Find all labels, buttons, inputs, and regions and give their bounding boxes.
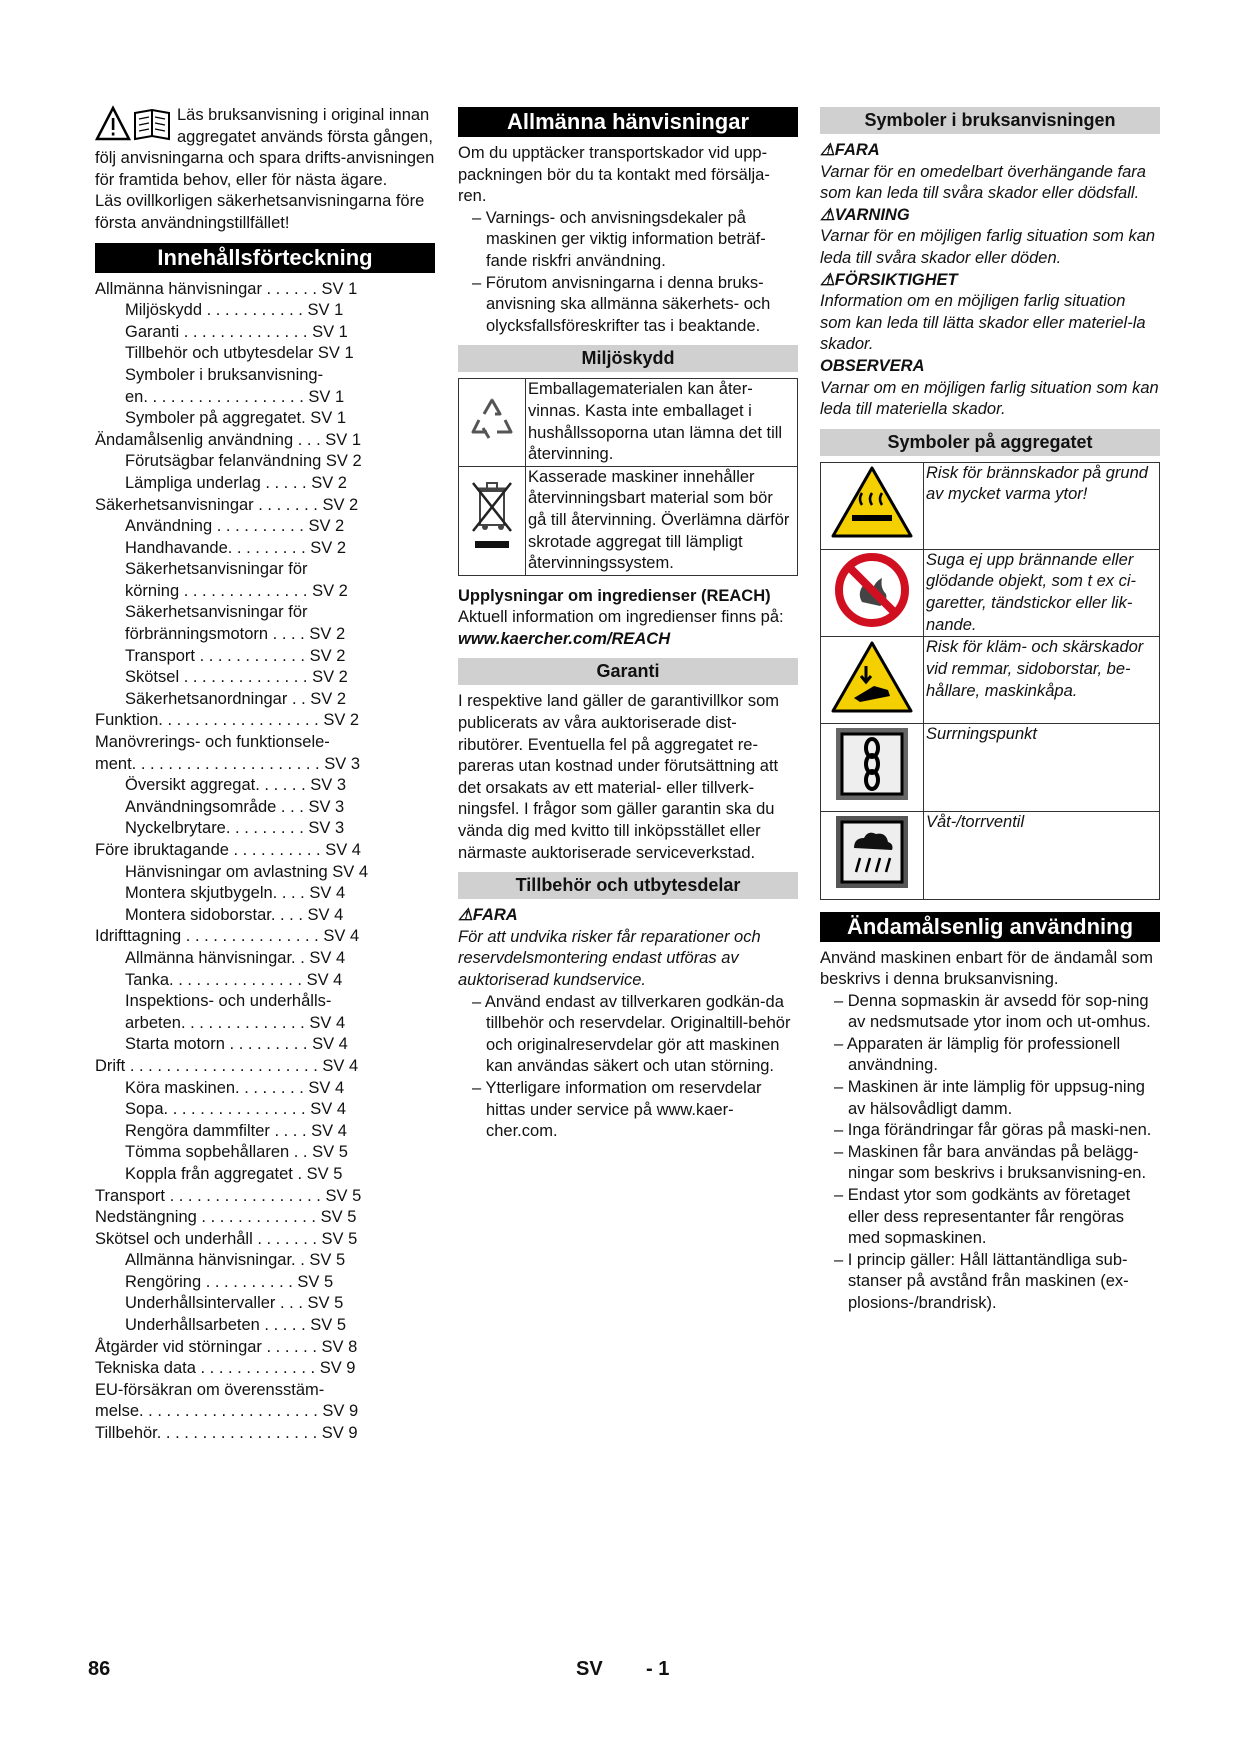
toc-item-page: SV 4	[311, 1121, 347, 1140]
intro-text: Läs bruksanvisning i original innan aggregatet används första gången, följ anvisningarna och spara drifts-anvisningen för framtida behov, eller för nästa ägare.	[95, 106, 435, 189]
toc-item-title: Rengöring . . . . . . . . . .	[125, 1272, 293, 1291]
toc-item-title: Tillbehör. . . . . . . . . . . . . . . . . .	[95, 1424, 318, 1443]
toc-item[interactable]	[95, 300, 435, 322]
toc-item-title: Säkerhetsanvisningar för	[125, 603, 308, 622]
varning-text-label: VARNING	[834, 205, 910, 224]
toc-item-page: SV 1	[312, 322, 348, 341]
toc-item-page: SV 9	[322, 1402, 359, 1421]
toc-item[interactable]	[95, 926, 435, 948]
symbol-hot-surface-text: Risk för brännskador på grund av mycket varma ytor!	[924, 462, 1160, 549]
warranty-text: I respektive land gäller de garantivillkor som publicerats av våra auktoriserade dist-ributörer. Eventuella fel på aggregatet re-pareras utan kostnad under förutsättning att det orsakats av ett material- eller tillverk-ningsfel. I frågor som gäller garantin ska du vända dig med kvitto till inköpsstället eller närmaste auktoriserade serviceverkstad.	[458, 692, 779, 862]
toc-item[interactable]	[95, 732, 435, 754]
toc-item[interactable]	[95, 689, 435, 711]
toc-item[interactable]	[95, 1380, 435, 1402]
toc-item-title: en. . . . . . . . . . . . . . . . . .	[125, 387, 304, 406]
toc-item-page: SV 1	[307, 301, 344, 320]
env-title: Miljöskydd	[458, 345, 798, 372]
toc-item-title: Symboler i bruksanvisning-	[125, 365, 324, 384]
reach-link[interactable]: www.kaercher.com/REACH	[458, 629, 671, 648]
symbols-manual-title: Symboler i bruksanvisningen	[820, 107, 1160, 134]
toc-item-page: SV 1	[325, 430, 362, 449]
toc-item-page: SV 2	[323, 711, 360, 730]
toc-item-title: Inspektions- och underhålls-	[125, 992, 332, 1011]
general-text: Om du upptäcker transportskador vid upp-packningen bör du ta kontakt med försälja-ren.	[458, 144, 770, 206]
toc-item-page: SV 4	[308, 1078, 345, 1097]
toc-item-title: Idrifttagning . . . . . . . . . . . . . . .	[95, 927, 319, 946]
toc-item-page: SV 3	[324, 754, 361, 773]
toc-item[interactable]	[95, 970, 435, 992]
toc-item[interactable]	[95, 279, 435, 301]
toc-item-page: SV 4	[312, 1035, 348, 1054]
toc-item[interactable]	[95, 1142, 435, 1164]
toc-item[interactable]	[95, 754, 435, 776]
warranty-title: Garanti	[458, 658, 798, 685]
toc-item-title: EU-försäkran om överensstäm-	[95, 1380, 325, 1399]
toc-item[interactable]	[95, 883, 435, 905]
toc-item-page: SV 2	[309, 646, 346, 665]
toc-item[interactable]	[95, 991, 435, 1013]
lashing-point-icon	[832, 724, 912, 804]
toc-item-title: Skötsel . . . . . . . . . . . . . .	[125, 668, 308, 687]
accessories-title: Tillbehör och utbytesdelar	[458, 872, 798, 899]
forsiktighet-text: Information om en möjligen farlig situation som kan leda till lätta skador eller materiel-la skador.	[820, 292, 1146, 354]
toc-item-page: SV 2	[312, 581, 348, 600]
toc-item-title: Nyckelbrytare. . . . . . . . .	[125, 819, 304, 838]
toc-item[interactable]	[95, 408, 435, 430]
toc-item-page: SV 3	[310, 776, 347, 795]
toc-item-title: Tömma sopbehållaren . .	[125, 1143, 308, 1162]
toc-item-title: Förutsägbar felanvändning	[125, 452, 322, 471]
toc-item-page: SV 3	[308, 819, 345, 838]
toc-item-page: SV 1	[317, 344, 354, 363]
intended-use-item: – Apparaten är lämplig för professionell användning.	[820, 1034, 1160, 1077]
intended-use-title: Ändamålsenlig användning	[820, 912, 1160, 942]
hot-surface-icon	[830, 465, 914, 539]
toc-item[interactable]	[95, 1293, 435, 1315]
toc-item-page: SV 9	[319, 1359, 356, 1378]
toc-item-title: Transport . . . . . . . . . . . . . . . . .	[95, 1186, 321, 1205]
toc-item-page: SV 2	[322, 495, 359, 514]
toc-item[interactable]	[95, 1056, 435, 1078]
intro-safety-text: Läs ovillkorligen säkerhetsanvisningarna före första användningstillfället!	[95, 192, 425, 232]
toc-item-page: SV 1	[321, 279, 358, 298]
toc-item[interactable]	[95, 905, 435, 927]
toc-item[interactable]	[95, 624, 435, 646]
toc-item-page: SV 5	[307, 1294, 344, 1313]
varning-label	[820, 205, 1160, 227]
footer-sub: - 1	[646, 1658, 670, 1680]
toc-item[interactable]	[95, 710, 435, 732]
toc-item-page: SV 8	[321, 1337, 358, 1356]
intended-use-item: – Maskinen får bara användas på belägg-ningar som beskrivs i bruksanvisning-en.	[820, 1142, 1160, 1185]
toc-item-page: SV 3	[308, 797, 345, 816]
toc-item-page: SV 2	[310, 538, 347, 557]
toc-item-title: Hänvisningar om avlastning	[125, 862, 328, 881]
warning-triangle-icon: ⚠	[820, 205, 835, 224]
toc-item[interactable]	[95, 387, 435, 409]
column-left	[95, 105, 435, 1445]
toc-item-title: Miljöskydd . . . . . . . . . . .	[125, 301, 303, 320]
toc-item-page: SV 2	[309, 625, 346, 644]
toc-item-page: SV 1	[310, 409, 347, 428]
intended-use-item: – Endast ytor som godkänts av företaget eller dess representanter får rengöras med sopmaskinen.	[820, 1185, 1160, 1250]
toc-item[interactable]	[95, 1272, 435, 1294]
crossed-bin-icon	[467, 477, 517, 557]
symbol-wet-dry-text: Våt-/torrventil	[924, 811, 1160, 899]
toc-item[interactable]	[95, 322, 435, 344]
toc-item-title: Nedstängning . . . . . . . . . . . . .	[95, 1208, 317, 1227]
toc-item-title: Drift . . . . . . . . . . . . . . . . . . . . .	[95, 1056, 318, 1075]
toc-item[interactable]	[95, 840, 435, 862]
toc-item[interactable]	[95, 646, 435, 668]
toc-item-page: SV 4	[325, 841, 361, 859]
accessories-bullet: – Ytterligare information om reservdelar hittas under service på www.kaer-cher.com.	[458, 1078, 798, 1143]
toc-title: Innehållsförteckning	[95, 243, 435, 273]
general-bullet: – Förutom anvisningarna i denna bruks-anvisning ska allmänna säkerhets- och olycksfallsföreskrifter tas i beaktande.	[458, 273, 798, 338]
toc-item[interactable]	[95, 1186, 435, 1208]
toc-item-title: Allmänna hänvisningar. .	[125, 948, 305, 967]
toc-item-title: arbeten. . . . . . . . . . . . . .	[125, 1013, 305, 1032]
toc-item[interactable]	[95, 948, 435, 970]
warning-triangle-icon: ⚠	[458, 906, 473, 925]
warning-manual-icon	[95, 105, 173, 143]
no-burning-objects-icon	[832, 550, 912, 630]
intended-use-item: – I princip gäller: Håll lättantändliga sub-stanser på avstånd från maskinen (ex-plosions-/brandrisk).	[820, 1250, 1160, 1315]
fara-label	[820, 140, 1160, 162]
intended-use-list	[820, 991, 1160, 1315]
toc-item[interactable]	[95, 1207, 435, 1229]
symbol-lashing-text: Surrningspunkt	[924, 724, 1160, 812]
toc-item-title: Funktion. . . . . . . . . . . . . . . . . .	[95, 711, 319, 730]
toc-item-title: Garanti . . . . . . . . . . . . . .	[125, 322, 308, 341]
toc-item-page: SV 5	[312, 1143, 348, 1162]
symbols-machine-title: Symboler på aggregatet	[820, 429, 1160, 456]
toc-item-title: Översikt aggregat. . . . . .	[125, 776, 306, 795]
toc-item[interactable]	[95, 1250, 435, 1272]
toc-item[interactable]	[95, 862, 435, 884]
toc-item-page: SV 5	[306, 1164, 343, 1183]
toc-item-page: SV 5	[309, 1251, 346, 1270]
general-title: Allmänna hänvisningar	[458, 107, 798, 137]
intended-use-item: – Maskinen är inte lämplig för uppsug-ning av hälsovådligt damm.	[820, 1077, 1160, 1120]
toc-item-page: SV 5	[310, 1316, 347, 1335]
toc-item-title: Rengöra dammfilter . . . .	[125, 1121, 307, 1140]
toc-item-title: Montera sidoborstar. . . .	[125, 905, 303, 924]
warning-triangle-icon: ⚠	[820, 141, 835, 159]
toc-item[interactable]	[95, 1358, 435, 1380]
toc-item-page: SV 1	[308, 387, 345, 406]
toc-item-title: melse. . . . . . . . . . . . . . . . . . . .	[95, 1402, 318, 1421]
toc-item-page: SV 4	[310, 1100, 347, 1119]
toc-item-page: SV 5	[325, 1186, 362, 1205]
toc-item[interactable]	[95, 1315, 435, 1337]
toc-item-title: Allmänna hänvisningar. .	[125, 1251, 305, 1270]
toc-item-title: Tekniska data . . . . . . . . . . . . .	[95, 1359, 316, 1378]
varning-text: Varnar för en möjligen farlig situation som kan leda till svåra skador eller döden.	[820, 227, 1156, 267]
toc-item-title: Säkerhetsanvisningar för	[125, 560, 308, 579]
toc-item[interactable]	[95, 516, 435, 538]
danger-label: FARA	[472, 906, 518, 925]
toc-item[interactable]	[95, 1423, 435, 1445]
toc-item[interactable]	[95, 365, 435, 387]
toc-item[interactable]	[95, 559, 435, 581]
env-disposal-text: Kasserade maskiner innehåller återvinningsbart material som bör gå till återvinning. Överlämna därför skrotade aggregat till lämpligt återvinningssystem.	[526, 466, 798, 575]
toc-item[interactable]	[95, 1121, 435, 1143]
observera-text: Varnar om en möjligen farlig situation som kan leda till materiella skador.	[820, 378, 1159, 419]
toc-item-page: SV 5	[297, 1272, 334, 1291]
toc-item[interactable]	[95, 775, 435, 797]
intended-use-intro: Använd maskinen enbart för de ändamål som beskrivs i denna bruksanvisning.	[820, 948, 1153, 989]
toc-item-page: SV 4	[332, 862, 369, 881]
toc-item-title: Koppla från aggregatet .	[125, 1164, 303, 1183]
fara-text: Varnar för en omedelbart överhängande fara som kan leda till svåra skador eller dödsfall.	[820, 162, 1146, 203]
toc-item-title: Ändamålsenlig användning . . .	[95, 430, 321, 449]
toc-item[interactable]	[95, 797, 435, 819]
toc-item-page: SV 4	[307, 905, 344, 924]
toc-item-title: Skötsel och underhåll . . . . . . .	[95, 1229, 317, 1248]
toc-item-page: SV 2	[310, 689, 347, 708]
toc-item-page: SV 5	[320, 1208, 357, 1227]
accessories-danger-label	[458, 905, 798, 927]
toc-item-page: SV 9	[321, 1424, 358, 1443]
env-recycle-text: Emballagematerialen kan åter-vinnas. Kasta inte emballaget i hushållssoporna utan lämna det till återvinning.	[526, 379, 798, 466]
column-middle	[458, 105, 798, 1143]
wet-dry-valve-icon	[832, 812, 912, 892]
toc-item-page: SV 4	[322, 1056, 359, 1075]
toc-item-title: förbränningsmotorn . . . .	[125, 625, 305, 644]
toc-item-title: Montera skjutbygeln. . . .	[125, 884, 305, 903]
toc-item-page: SV 4	[309, 884, 346, 903]
toc-item-title: ment. . . . . . . . . . . . . . . . . . . . .	[95, 754, 320, 773]
toc-item-title: Lämpliga underlag . . . . .	[125, 473, 307, 492]
toc-item-page: SV 4	[309, 1013, 346, 1032]
toc-item[interactable]	[95, 495, 435, 517]
toc-item[interactable]	[95, 1229, 435, 1251]
toc-item-title: Handhavande. . . . . . . . .	[125, 538, 306, 557]
toc-item[interactable]	[95, 818, 435, 840]
toc-item-title: körning . . . . . . . . . . . . . .	[125, 581, 308, 600]
general-bullet: – Varnings- och anvisningsdekaler på maskinen ger viktig information beträf-fande riskfri användning.	[458, 208, 798, 273]
intro-block	[95, 105, 435, 235]
toc-item-title: Symboler på aggregatet.	[125, 409, 306, 428]
toc-item-page: SV 2	[308, 517, 345, 536]
toc-item[interactable]	[95, 1034, 435, 1056]
page-number: 86	[88, 1658, 111, 1680]
toc-item[interactable]	[95, 1337, 435, 1359]
recycle-icon	[467, 394, 517, 444]
toc-item[interactable]	[95, 1164, 435, 1186]
toc-item[interactable]	[95, 1013, 435, 1035]
toc-item-title: Underhållsintervaller . . .	[125, 1294, 303, 1313]
toc-item-page: SV 2	[312, 668, 348, 687]
toc-list	[95, 279, 435, 1445]
toc-item[interactable]	[95, 1099, 435, 1121]
toc-item-page: SV 2	[325, 452, 362, 471]
symbol-crush-text: Risk för kläm- och skärskador vid remmar, sidoborstar, be-hållare, maskinkåpa.	[924, 637, 1160, 724]
toc-item-title: Användningsområde . . .	[125, 797, 304, 816]
toc-item[interactable]	[95, 451, 435, 473]
toc-item-title: Tillbehör och utbytesdelar	[125, 344, 314, 363]
toc-item-title: Starta motorn . . . . . . . . .	[125, 1035, 308, 1054]
reach-title: Upplysningar om ingredienser (REACH)	[458, 586, 771, 605]
toc-item-title: Åtgärder vid störningar . . . . . .	[95, 1337, 317, 1356]
toc-item-page: SV 2	[311, 473, 347, 492]
toc-item-page: SV 4	[306, 970, 343, 989]
crush-hazard-icon	[830, 640, 914, 714]
observera-label: OBSERVERA	[820, 356, 925, 375]
forsiktighet-text-label: FÖRSIKTIGHET	[834, 270, 958, 289]
reach-text: Aktuell information om ingredienser finns på:	[458, 608, 784, 627]
toc-item[interactable]	[95, 1078, 435, 1100]
toc-item[interactable]	[95, 1401, 435, 1423]
toc-item-title: Allmänna hänvisningar . . . . . .	[95, 279, 317, 298]
fara-text-label: FARA	[834, 141, 880, 159]
toc-item[interactable]	[95, 473, 435, 495]
toc-item-page: SV 4	[323, 927, 360, 946]
toc-item[interactable]	[95, 667, 435, 689]
toc-item-title: Före ibruktagande . . . . . . . . . .	[95, 841, 321, 859]
forsiktighet-label	[820, 270, 1160, 292]
toc-item-page: SV 4	[309, 948, 346, 967]
toc-item-title: Användning . . . . . . . . . .	[125, 517, 304, 536]
toc-item-title: Säkerhetsanordningar . .	[125, 689, 306, 708]
toc-item-title: Tanka. . . . . . . . . . . . . . .	[125, 970, 302, 989]
toc-item-title: Underhållsarbeten . . . . .	[125, 1316, 306, 1335]
toc-item-title: Manövrerings- och funktionsele-	[95, 733, 330, 752]
toc-item-title: Transport . . . . . . . . . . . .	[125, 646, 306, 665]
footer-language: SV	[576, 1658, 603, 1680]
toc-item[interactable]	[95, 343, 435, 365]
toc-item-page: SV 5	[321, 1229, 358, 1248]
toc-item-title: Köra maskinen. . . . . . . .	[125, 1078, 304, 1097]
toc-item-title: Sopa. . . . . . . . . . . . . . . .	[125, 1100, 306, 1119]
intended-use-item: – Denna sopmaskin är avsedd för sop-ning av nedsmutsade ytor inom och ut-omhus.	[820, 991, 1160, 1034]
symbols-table	[820, 462, 1160, 900]
intended-use-item: – Inga förändringar får göras på maski-nen.	[820, 1120, 1160, 1142]
toc-item-title: Säkerhetsanvisningar . . . . . . .	[95, 495, 318, 514]
toc-item[interactable]	[95, 538, 435, 560]
env-table	[458, 378, 798, 575]
toc-item[interactable]	[95, 581, 435, 603]
accessories-danger-text: För att undvika risker får reparationer och reservdelsmontering endast utföras av auktoriserad kundservice.	[458, 927, 761, 989]
warning-triangle-icon: ⚠	[820, 270, 835, 289]
toc-item[interactable]	[95, 430, 435, 452]
column-right	[820, 105, 1160, 1315]
symbol-no-burning-text: Suga ej upp brännande eller glödande objekt, som t ex ci-garetter, tändstickor eller lik-nande.	[924, 549, 1160, 637]
toc-item[interactable]	[95, 602, 435, 624]
accessories-bullet: – Använd endast av tillverkaren godkän-da tillbehör och reservdelar. Originaltill-behör och originalreservdelar gör att maskinen kan användas säkert och utan störning.	[458, 992, 798, 1078]
